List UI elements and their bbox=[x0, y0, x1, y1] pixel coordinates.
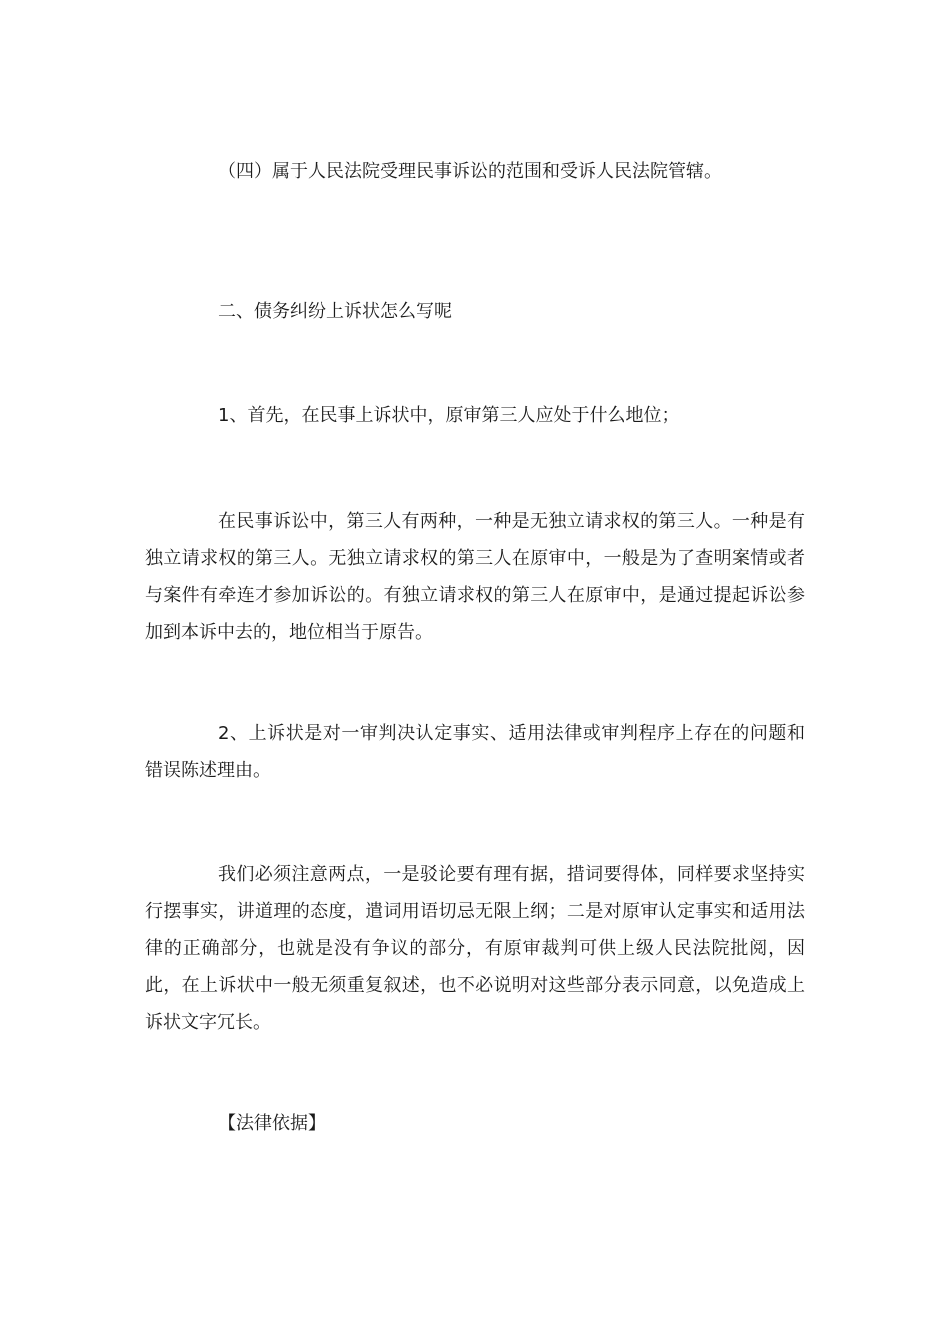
paragraph-point-2: 2、上诉状是对一审判决认定事实、适用法律或审判程序上存在的问题和错误陈述理由。 bbox=[145, 723, 805, 781]
section-heading: 二、债务纠纷上诉状怎么写呢 bbox=[218, 301, 452, 322]
legal-basis-heading: 【法律依据】 bbox=[218, 1113, 326, 1134]
paragraph-notes: 我们必须注意两点，一是驳论要有理有据，措词要得体，同样要求坚持实行摆事实，讲道理的态度，遣词用语切忌无限上纲；二是对原审认定事实和适用法律的正确部分，也就是没有争议的部分，有原审裁判可供上级人民法院批阅，因此，在上诉状中一般无须重复叙述，也不必说明对这些部分表示同意，以免造成上诉状文字冗长。 bbox=[145, 864, 805, 1033]
paragraph-third-party-explanation: 在民事诉讼中，第三人有两种，一种是无独立请求权的第三人。一种是有独立请求权的第三人。无独立请求权的第三人在原审中，一般是为了查明案情或者与案件有牵连才参加诉讼的。有独立请求权的第三人在原审中，是通过提起诉讼参加到本诉中去的，地位相当于原告。 bbox=[145, 511, 805, 643]
paragraph-point-1: 1、首先，在民事上诉状中，原审第三人应处于什么地位； bbox=[218, 405, 680, 426]
paragraph-jurisdiction-condition: （四）属于人民法院受理民事诉讼的范围和受诉人民法院管辖。 bbox=[218, 161, 722, 182]
